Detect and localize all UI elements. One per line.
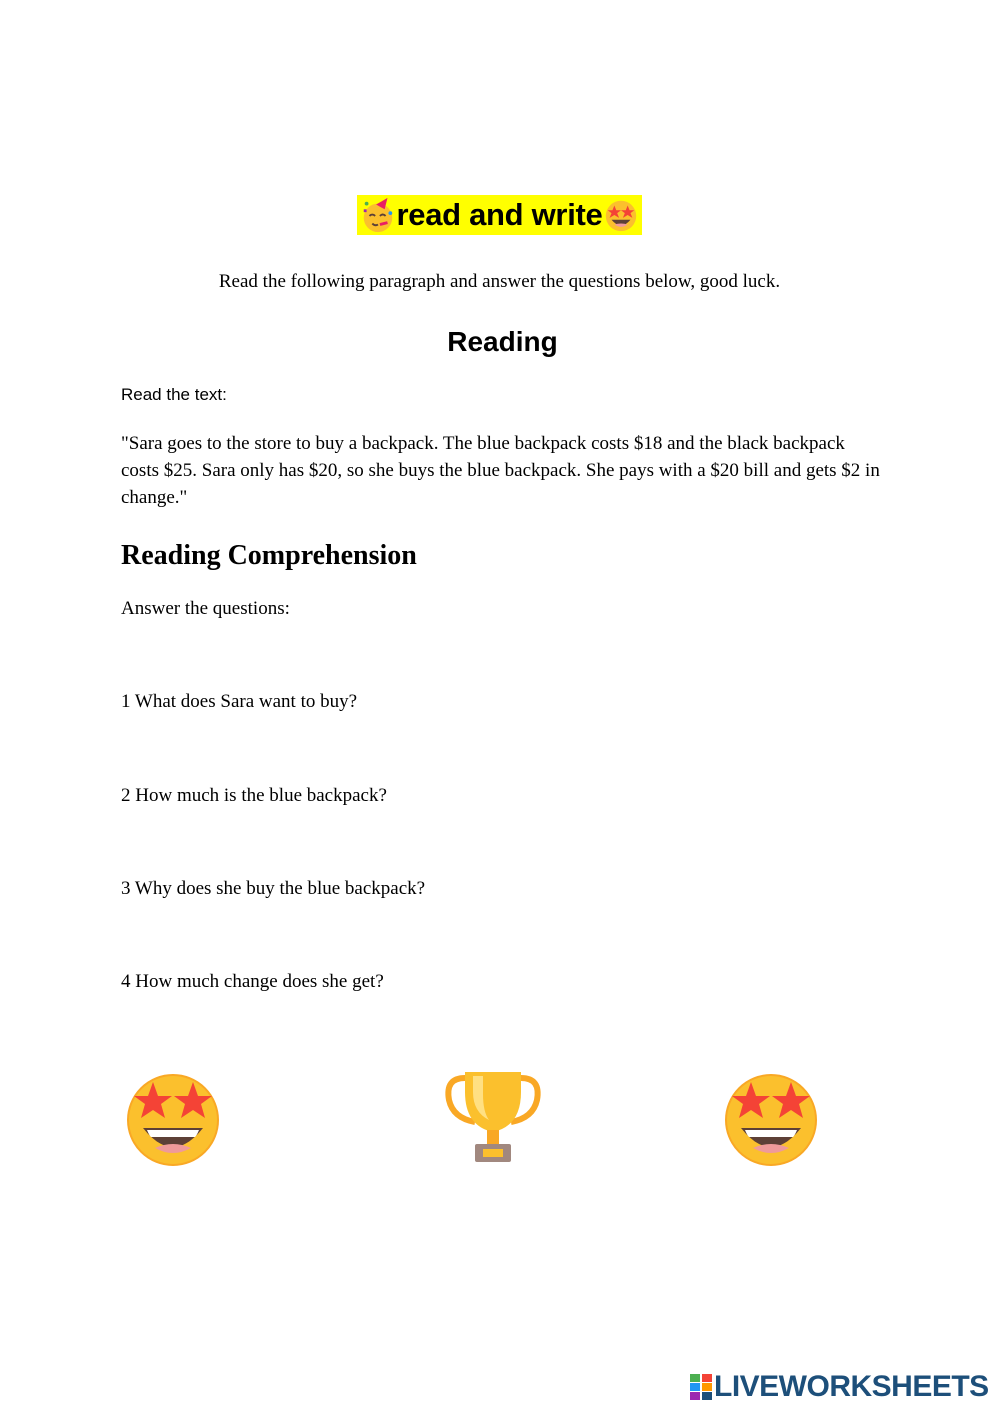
star-struck-icon [123,1068,223,1168]
reading-heading: Reading [447,326,558,357]
reading-passage: "Sara goes to the store to buy a backpack. The blue backpack costs $18 and the black backpack costs $25. Sara only has $20, so she buys the blue backpack. She pays with a $20 bill and gets $2 in change." [121,433,880,508]
question-4: 4 How much change does she get? [121,971,384,992]
read-text-label: Read the text: [121,385,227,404]
star-struck-icon [721,1068,821,1168]
question-3: 3 Why does she buy the blue backpack? [121,878,426,899]
question-2: 2 How much is the blue backpack? [121,785,387,806]
instruction-text: Read the following paragraph and answer the questions below, good luck. [218,271,781,292]
title-highlight [357,195,643,235]
liveworksheets-logo-icon [690,1374,712,1400]
title-container [0,195,999,239]
trophy-icon [443,1066,543,1166]
comprehension-heading: Reading Comprehension [121,540,417,571]
star-struck-icon [602,196,640,234]
answer-questions-label: Answer the questions: [121,598,290,619]
liveworksheets-logo [690,1372,989,1402]
question-1: 1 What does Sara want to buy? [121,691,358,712]
page-title: read and write [396,197,603,232]
partying-face-icon [359,196,397,234]
logo-text: LIVEWORKSHEETS [714,1370,989,1403]
